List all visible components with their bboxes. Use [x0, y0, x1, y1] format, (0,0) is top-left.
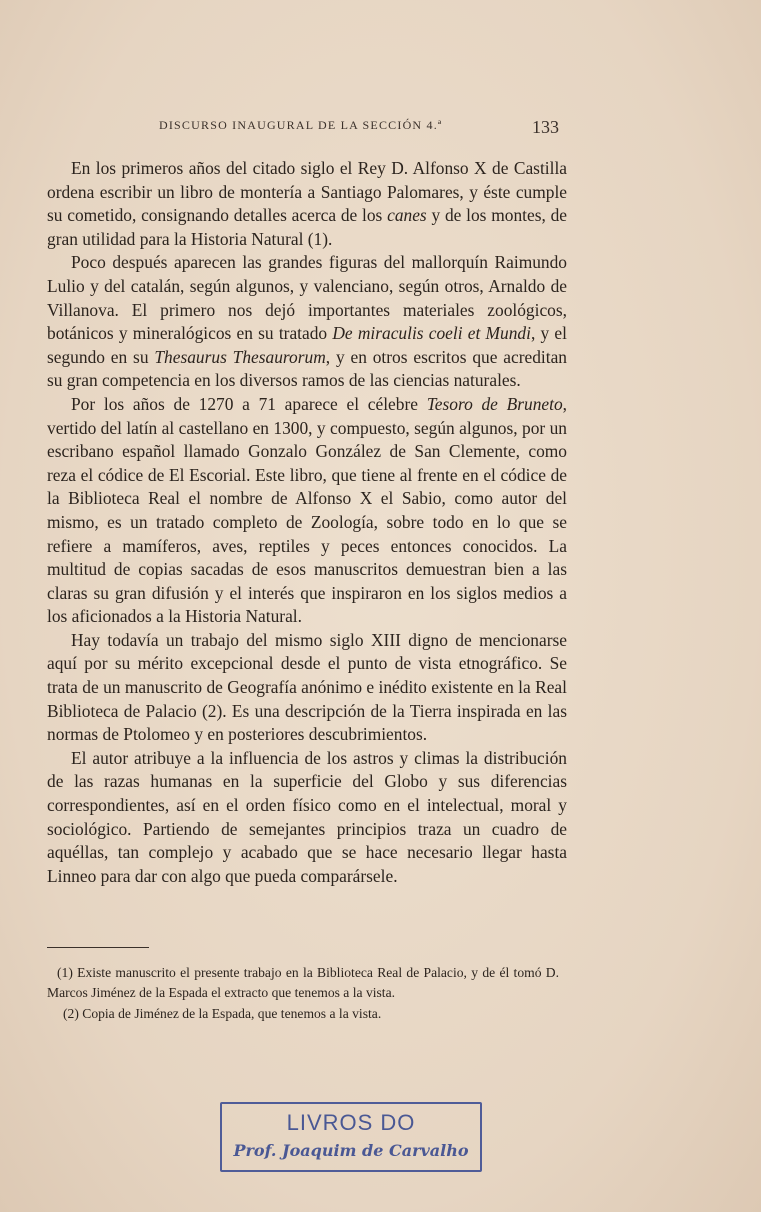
stamp-line-1: LIVROS DO [286, 1110, 416, 1135]
italic-title: Tesoro de Bruneto [426, 393, 563, 414]
text-run: En los primeros años del citado siglo el Rey D. Alfonso X de Castilla ordena escribir un libro de montería a Santiago Palomares, y éste cumple su cometido, consignando detalles acerca de los [47, 158, 567, 226]
text-run: , vertido del latín al castellano en 1300, y compuesto, según algunos, por un escribano español llamado Gonzalo González de San Clemente, como reza el códice de El Escorial. Este libro, que tiene al frente en el códice de la Biblioteca Real el nombre de Alfonso X el Sabio, como autor del mismo, es un tratado completo de Zoología, sobre todo en lo que se refiere a mamíferos, aves, reptiles y peces entonces conocidos. La multitud de copias sacadas de esos manuscritos demuestran bien a las claras su gran difusión y el interés que inspiraron en los siglos medios a los aficionados a la Historia Natural. [47, 393, 568, 627]
text-run: y de los montes, de gran utilidad para la Historia Natural (1). [47, 205, 567, 249]
running-title: DISCURSO INAUGURAL DE LA SECCIÓN 4.ª [159, 118, 443, 132]
text-run: Poco después aparecen las grandes figuras del mallorquín Raimundo Lulio y del catalán, según algunos, y valenciano, según otros, Arnaldo de Villanova. El primero nos dejó importantes materiales zoológicos, botánicos y mineralógicos en su tratado [47, 252, 567, 344]
italic-title: Thesaurus Thesaurorum [154, 346, 326, 367]
text-run: , y el segundo en su [47, 323, 567, 367]
stamp-line-2: Prof. Joaquim de Carvalho [233, 1141, 469, 1160]
paragraph [47, 251, 567, 393]
paragraph [47, 629, 567, 747]
italic-title: De miraculis coeli et Mundi [332, 323, 531, 344]
footnote-divider [47, 947, 149, 948]
text-run: , y en otros escritos que acreditan su gran competencia en los diversos ramos de las ciencias naturales. [47, 346, 567, 391]
text-run: Hay todavía un trabajo del mismo siglo XIII digno de mencionarse aquí por su mérito excepcional desde el punto de vista etnográfico. Se trata de un manuscrito de Geografía anónimo e inédito existente en la Real Biblioteca de Palacio (2). Es una descripción de la Tierra inspirada en las normas de Ptolomeo y en posteriores descubrimientos. [47, 629, 567, 745]
library-stamp [220, 1102, 482, 1172]
page-number: 133 [532, 117, 559, 137]
footnote-2: (2) Copia de Jiménez de la Espada, que tenemos a la vista. [63, 1006, 382, 1021]
body-text [47, 157, 567, 888]
text-run: Por los años de 1270 a 71 aparece el célebre [71, 393, 427, 414]
footnote-1: (1) Existe manuscrito el presente trabajo en la Biblioteca Real de Palacio, y de él tomó D. Marcos Jiménez de la Espada el extracto que tenemos a la vista. [47, 965, 559, 1000]
paragraph [47, 747, 567, 889]
paragraph [47, 393, 567, 629]
text-run: El autor atribuye a la influencia de los astros y climas la distribución de las razas humanas en la superficie del Globo y sus diferencias correspondientes, así en el orden físico como en el intelectual, moral y sociológico. Partiendo de semejantes principios traza un cuadro de aquéllas, tan complejo y acabado que se hace necesario llegar hasta Linneo para dar con algo que pueda comparársele. [47, 747, 567, 886]
italic-title: canes [387, 205, 427, 226]
footnotes [47, 963, 559, 1024]
paragraph [47, 157, 567, 251]
